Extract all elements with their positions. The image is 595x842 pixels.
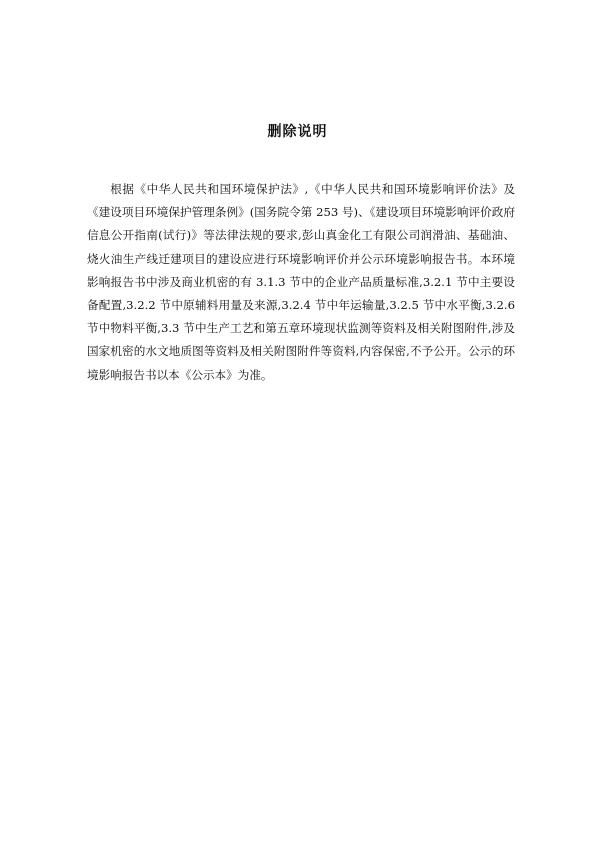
document-body-paragraph: 根据《中华人民共和国环境保护法》,《中华人民共和国环境影响评价法》及《建设项目环境保护管理条例》(国务院令第 253 号)、《建设项目环境影响评价政府信息公开指南(试行)》等法律法规的要求,彭山真金化工有限公司润滑油、基础油、烧火油生产线迁建项目的建设应进行环境影响评价并公示环境影响报告书。本环境影响报告书中涉及商业机密的有 3.1.3 节中的企业产品质量标准,3.2.1 节中主要设备配置,3.2.2 节中原辅料用量及来源,3.2.4 节中年运输量,3.2.5 节中水平衡,3.2.6 节中物料平衡,3.3 节中生产工艺和第五章环境现状监测等资料及相关附图附件,涉及国家机密的水文地质图等资料及相关附图附件等资料,内容保密,不予公开。公示的环境影响报告书以本《公示本》为准。 <box>87 182 515 382</box>
document-title: 删除说明 <box>267 124 328 140</box>
